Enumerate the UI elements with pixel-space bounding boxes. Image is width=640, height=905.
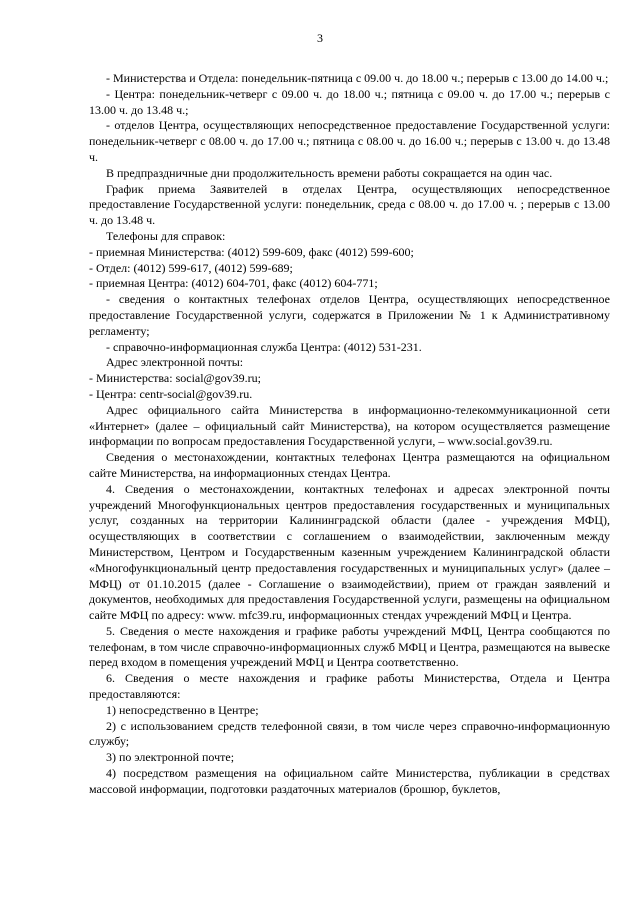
paragraph-schedule-center: - Центра: понедельник-четверг с 09.00 ч. до 18.00 ч.; пятница с 09.00 ч. до 17.00 ч.; перерыв с 13.00 ч. до 13.48 ч.; <box>89 86 610 117</box>
paragraph-item-6-1: 1) непосредственно в Центре; <box>106 702 259 717</box>
paragraph-preholiday: В предпраздничные дни продолжительность времени работы сокращается на один час. <box>106 165 553 180</box>
paragraph-phone-ministry: - приемная Министерства: (4012) 599-609, факс (4012) 599-600; <box>89 244 414 259</box>
paragraph-phone-info-service: - справочно-информационная служба Центра: (4012) 531-231. <box>106 339 422 354</box>
paragraph-item-5: 5. Сведения о месте нахождения и графике работы учреждений МФЦ, Центра сообщаются по телефонам, в том числе справочно-информационных служб МФЦ и Центра, размещаются на вывеске перед входом в помещения учреждений МФЦ и Центра соответственно. <box>89 623 610 670</box>
paragraph-center-info-location: Сведения о местонахождении, контактных телефонах Центра размещаются на официальном сайте Министерства, на информационных стендах Центра. <box>89 450 610 480</box>
paragraph-email-center: - Центра: centr-social@gov39.ru. <box>89 386 253 401</box>
paragraph-item-6-4: 4) посредством размещения на официальном сайте Министерства, публикации в средствах массовой информации, подготовки раздаточных материалов (брошюр, буклетов, <box>89 766 610 796</box>
paragraph-item-4: 4. Сведения о местонахождении, контактных телефонах и адресах электронной почты учреждений Многофункциональных центров предоставления государственных и муниципальных услуг, созданных на территории Калининградской области (далее - учреждения МФЦ), осуществляющих в соответствии с соглашением о взаимодействии, заключенным между Министерством, Центром и Государственным казенным учреждением Калининградской области «Многофункциональный центр предоставления государственных и муниципальных услуг» (далее – МФЦ) от 01.10.2015 (далее - Соглашение о взаимодействии), прием от граждан заявлений и документов, необходимых для предоставления Государственной услуги, размещены на официальном сайте МФЦ по адресу: www. mfc39.ru, информационных стендах учреждений МФЦ и Центра. <box>89 481 610 623</box>
paragraph-schedule-ministry: - Министерства и Отдела: понедельник-пятница с 09.00 ч. до 18.00 ч.; перерыв с 13.00 до 14.00 ч.; <box>106 71 609 85</box>
paragraph-website: Адрес официального сайта Министерства в информационно-телекоммуникационной сети «Интернет» (далее – официальный сайт Министерства), на котором осуществляется размещение информации по вопросам предоставления Государственной услуги, – www.social.gov39.ru. <box>89 402 610 449</box>
paragraph-reception-schedule: График приема Заявителей в отделах Центра, осуществляющих непосредственное предоставление Государственной услуги: понедельник, среда с 08.00 ч. до 17.00 ч. ; перерыв с 13.00 ч. до 13.48 ч. <box>89 181 610 228</box>
paragraph-email-ministry: - Министерства: social@gov39.ru; <box>89 371 261 386</box>
paragraph-phone-center: - приемная Центра: (4012) 604-701, факс (4012) 604-771; <box>89 276 378 291</box>
paragraph-item-6: 6. Сведения о месте нахождения и графике работы Министерства, Отдела и Центра предоставляются: <box>89 671 610 702</box>
paragraph-item-6-2: 2) с использованием средств телефонной связи, в том числе через справочно-информационную службу; <box>89 718 610 749</box>
document-body <box>89 71 610 798</box>
paragraph-phone-departments-info: - сведения о контактных телефонах отделов Центра, осуществляющих непосредственное предоставление Государственной услуги, содержатся в Приложении № 1 к Административному регламенту; <box>89 292 610 338</box>
paragraph-schedule-center-departments: - отделов Центра, осуществляющих непосредственное предоставление Государственной услуги: понедельник-четверг с 08.00 ч. до 17.00 ч.; пятница с 08.00 ч. до 16.00 ч.; перерыв с 13.00 ч. до 13.48 ч. <box>89 118 610 164</box>
page-number: 3 <box>317 31 323 45</box>
paragraph-email-heading: Адрес электронной почты: <box>106 355 244 370</box>
paragraph-phone-department: - Отдел: (4012) 599-617, (4012) 599-689; <box>89 260 293 275</box>
paragraph-item-6-3: 3) по электронной почте; <box>106 750 235 765</box>
paragraph-phones-heading: Телефоны для справок: <box>106 228 226 243</box>
